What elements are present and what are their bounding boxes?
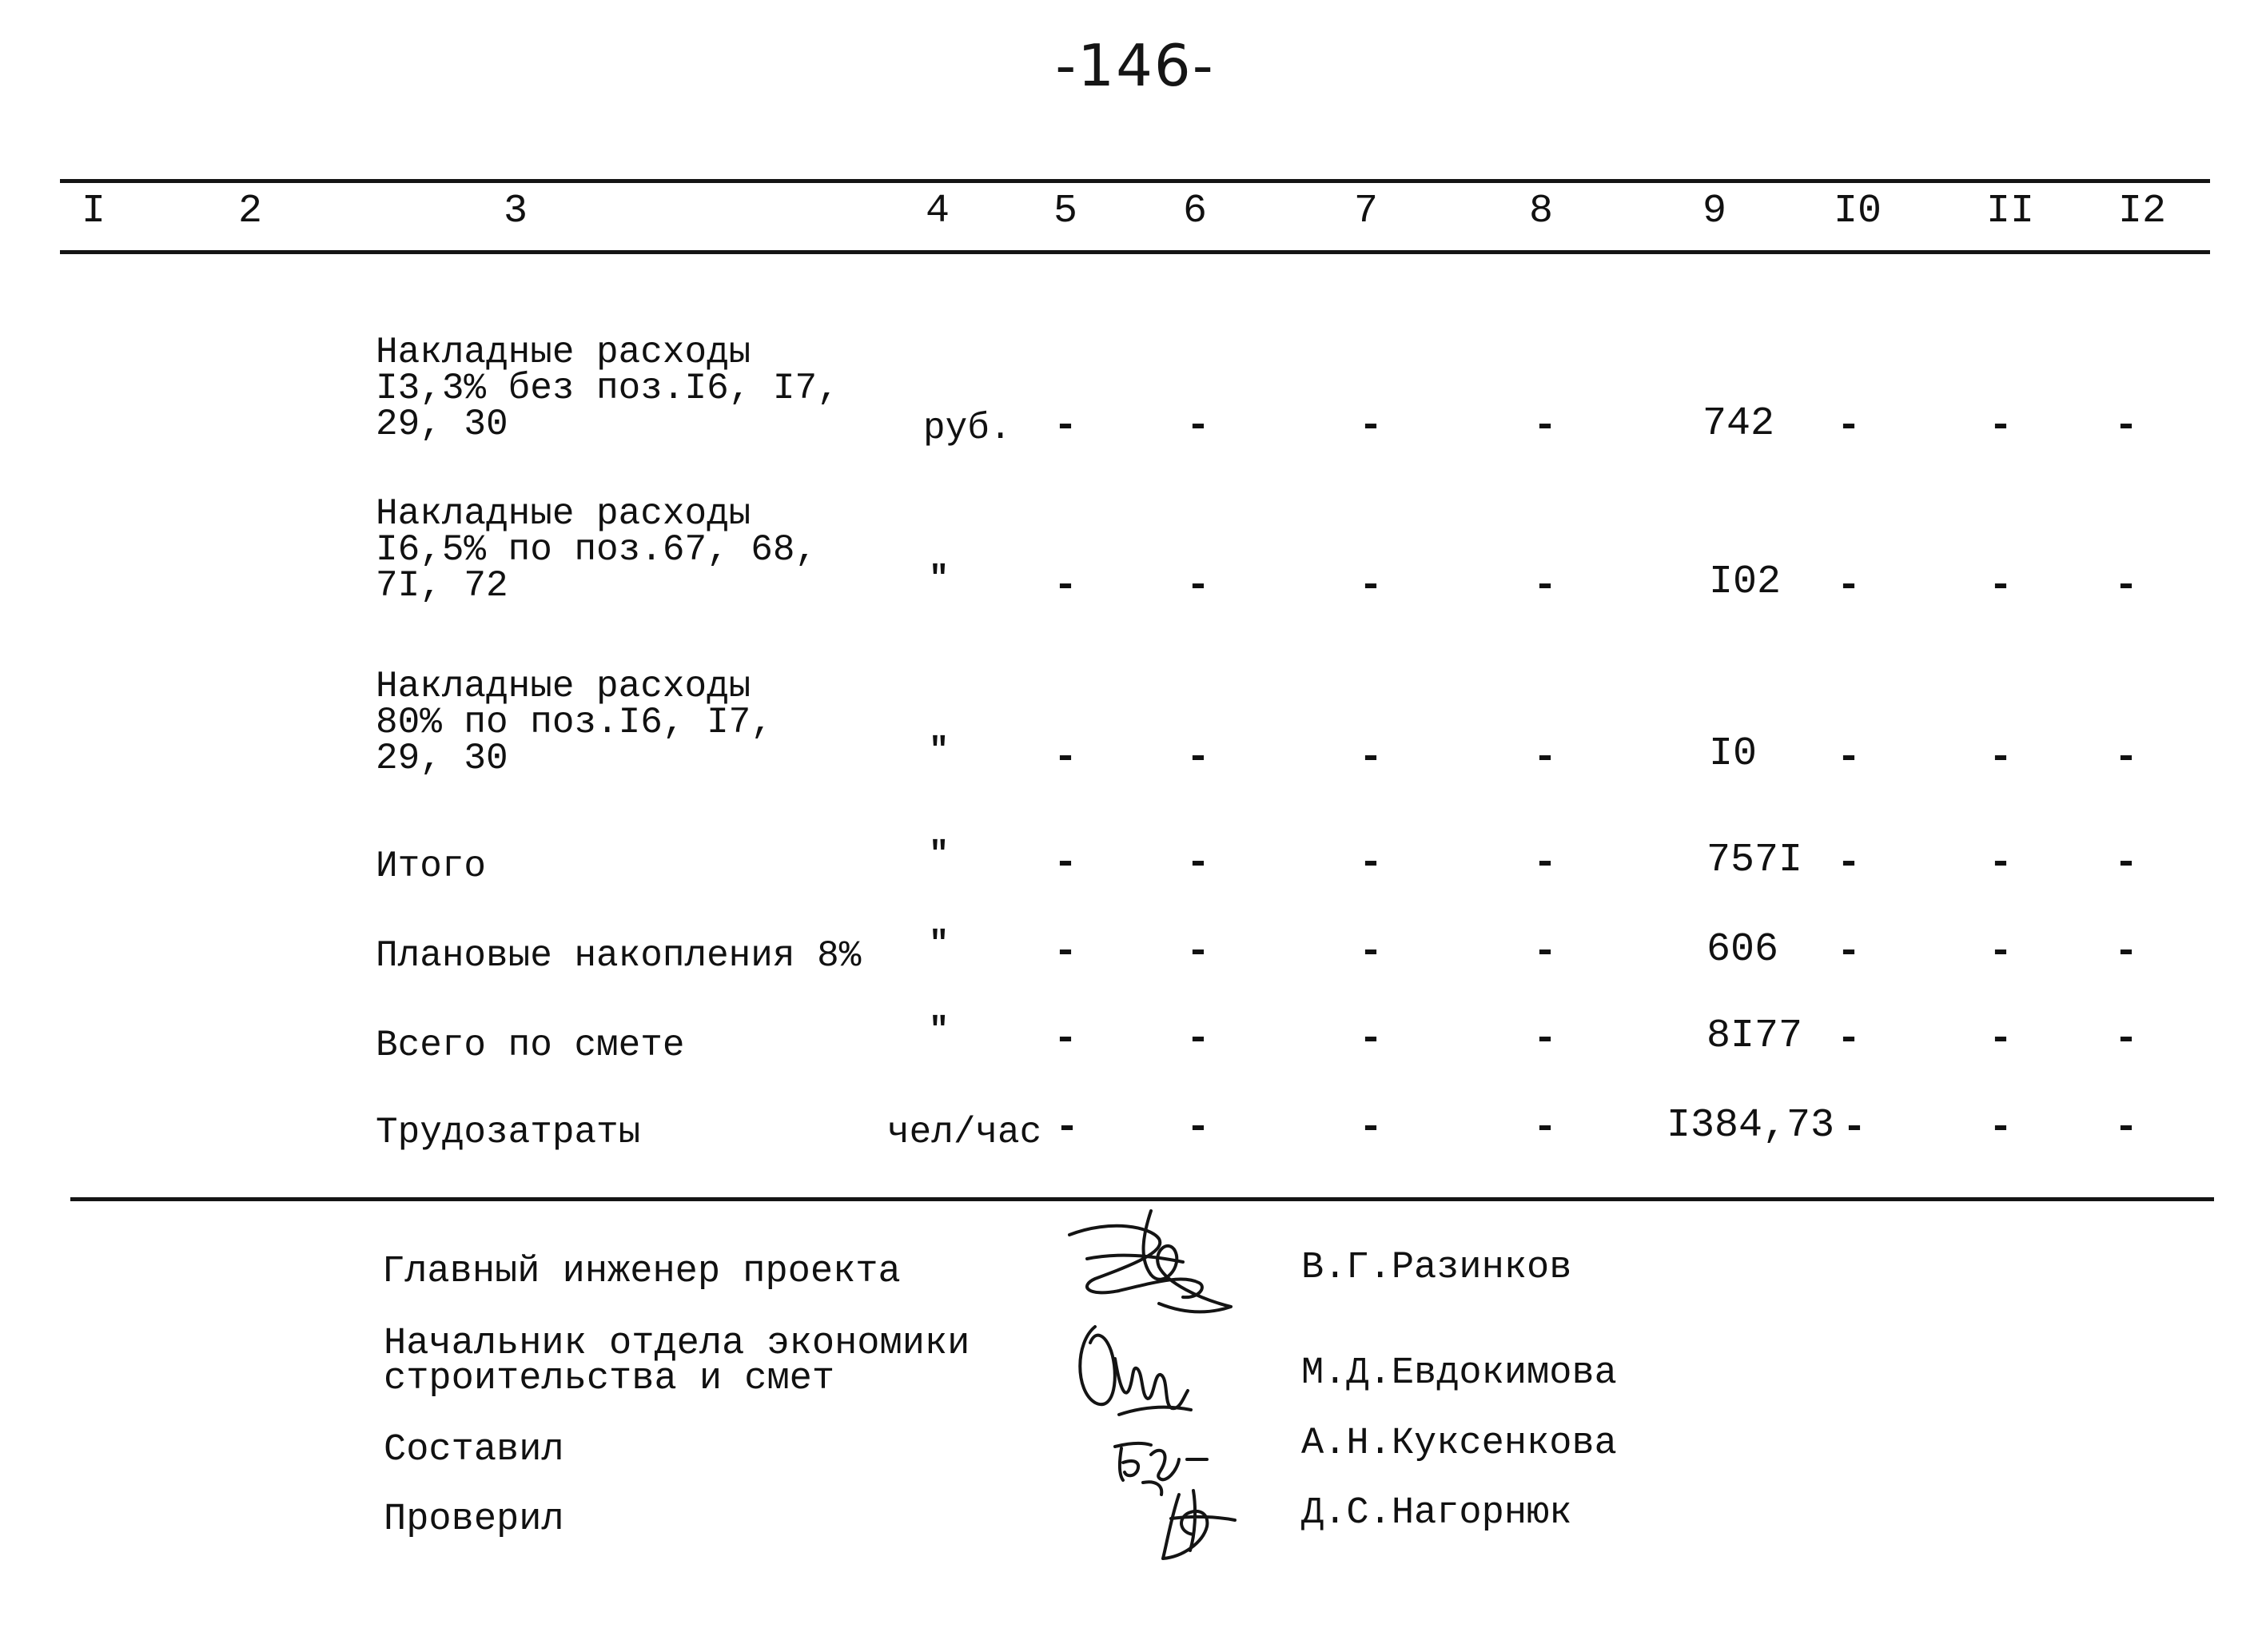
- row-label-line: 7I, 72: [376, 565, 508, 607]
- table-bottom-rule: [70, 1197, 2214, 1201]
- dash-cell: -: [1186, 404, 1211, 449]
- row-label-line: I6,5% по поз.67, 68,: [376, 529, 818, 571]
- dash-cell: -: [2114, 841, 2139, 886]
- dash-cell: -: [2114, 563, 2139, 609]
- signatory-name: В.Г.Разинков: [1301, 1247, 1572, 1289]
- signatory-title: Главный инженер проекта: [382, 1251, 901, 1293]
- signatory-title: Проверил: [384, 1499, 564, 1541]
- column-header-7: 7: [1354, 189, 1379, 234]
- ditto-mark: ": [929, 835, 950, 874]
- dash-cell: -: [1533, 929, 1558, 975]
- column-header-10: I0: [1834, 189, 1882, 234]
- ditto-mark: ": [929, 559, 950, 598]
- signatory-title: строительства и смет: [384, 1358, 835, 1400]
- dash-cell: -: [1989, 929, 2013, 975]
- dash-cell: -: [2114, 735, 2139, 781]
- column-header-6: 6: [1183, 189, 1208, 234]
- dash-cell: -: [2114, 929, 2139, 975]
- dash-cell: -: [1989, 404, 2013, 449]
- dash-cell: -: [1533, 735, 1558, 781]
- dash-cell: -: [1359, 735, 1384, 781]
- column-header-1: I: [82, 189, 106, 234]
- dash-cell: -: [1053, 404, 1078, 449]
- signature-scribble-2: [1071, 1311, 1215, 1431]
- row-label-line: I3,3% без поз.I6, I7,: [376, 368, 839, 409]
- column-header-8: 8: [1529, 189, 1554, 234]
- column-header-9: 9: [1702, 189, 1727, 234]
- dash-cell: -: [1989, 1105, 2013, 1151]
- dash-cell: -: [1359, 841, 1384, 886]
- dash-cell: -: [1186, 735, 1211, 781]
- row-label-line: Накладные расходы: [376, 666, 751, 707]
- page-number: -146-: [1055, 32, 1215, 99]
- dash-cell: -: [1837, 841, 1862, 886]
- signature-scribble-1: [1063, 1203, 1255, 1323]
- row-label-line: Плановые накопления 8%: [376, 935, 862, 977]
- dash-cell: -: [2114, 1017, 2139, 1062]
- dash-cell: -: [1837, 929, 1862, 975]
- column-header-5: 5: [1053, 189, 1078, 234]
- dash-cell: -: [1989, 1017, 2013, 1062]
- value-cell: I384,73: [1667, 1103, 1835, 1148]
- column-header-12: I2: [2118, 189, 2167, 234]
- row-label-line: 29, 30: [376, 738, 508, 779]
- value-cell: 8I77: [1706, 1013, 1803, 1059]
- signatory-name: А.Н.Куксенкова: [1301, 1423, 1617, 1465]
- dash-cell: -: [1533, 1105, 1558, 1151]
- dash-cell: -: [1186, 1105, 1211, 1151]
- dash-cell: -: [2114, 1105, 2139, 1151]
- unit-cell: чел/час: [887, 1112, 1042, 1153]
- dash-cell: -: [1053, 563, 1078, 609]
- dash-cell: -: [1533, 563, 1558, 609]
- dash-cell: -: [1989, 563, 2013, 609]
- dash-cell: -: [1186, 841, 1211, 886]
- signatory-title: Составил: [384, 1429, 564, 1471]
- unit-cell: руб.: [923, 408, 1012, 449]
- dash-cell: -: [1186, 1017, 1211, 1062]
- dash-cell: -: [1533, 1017, 1558, 1062]
- row-label-line: Итого: [376, 846, 487, 887]
- header-bottom-rule: [60, 250, 2210, 254]
- dash-cell: -: [1186, 563, 1211, 609]
- row-label-line: 80% по поз.I6, I7,: [376, 702, 773, 743]
- column-header-4: 4: [926, 189, 950, 234]
- dash-cell: -: [1989, 841, 2013, 886]
- dash-cell: -: [1359, 1017, 1384, 1062]
- dash-cell: -: [1053, 841, 1078, 886]
- row-label-line: Всего по смете: [376, 1025, 685, 1066]
- dash-cell: -: [1359, 929, 1384, 975]
- row-label-line: Трудозатраты: [376, 1112, 641, 1153]
- dash-cell: -: [1053, 1017, 1078, 1062]
- value-cell: 757I: [1706, 838, 1803, 883]
- column-header-11: II: [1986, 189, 2035, 234]
- dash-cell: -: [1837, 404, 1862, 449]
- dash-cell: -: [1842, 1105, 1867, 1151]
- table-top-rule: [60, 179, 2210, 183]
- dash-cell: -: [1533, 841, 1558, 886]
- dash-cell: -: [2114, 404, 2139, 449]
- row-label-line: 29, 30: [376, 404, 508, 445]
- dash-cell: -: [1055, 1105, 1080, 1151]
- signatory-name: Д.С.Нагорнюк: [1301, 1492, 1572, 1535]
- ditto-mark: ": [929, 1011, 950, 1049]
- column-header-2: 2: [238, 189, 263, 234]
- ditto-mark: ": [929, 731, 950, 770]
- dash-cell: -: [1359, 563, 1384, 609]
- dash-cell: -: [1837, 735, 1862, 781]
- dash-cell: -: [1053, 929, 1078, 975]
- dash-cell: -: [1989, 735, 2013, 781]
- value-cell: 606: [1706, 927, 1779, 973]
- dash-cell: -: [1837, 1017, 1862, 1062]
- signatory-title: Начальник отдела экономики: [384, 1323, 970, 1365]
- ditto-mark: ": [929, 925, 950, 963]
- dash-cell: -: [1533, 404, 1558, 449]
- dash-cell: -: [1053, 735, 1078, 781]
- dash-cell: -: [1186, 929, 1211, 975]
- value-cell: 742: [1702, 401, 1775, 447]
- column-header-3: 3: [504, 189, 528, 234]
- dash-cell: -: [1359, 404, 1384, 449]
- signatory-name: М.Д.Евдокимова: [1301, 1352, 1617, 1395]
- dash-cell: -: [1359, 1105, 1384, 1151]
- row-label-line: Накладные расходы: [376, 493, 751, 535]
- value-cell: I02: [1709, 559, 1782, 605]
- row-label-line: Накладные расходы: [376, 332, 751, 373]
- value-cell: I0: [1709, 731, 1758, 777]
- dash-cell: -: [1837, 563, 1862, 609]
- signature-scribble-3: [1107, 1431, 1259, 1566]
